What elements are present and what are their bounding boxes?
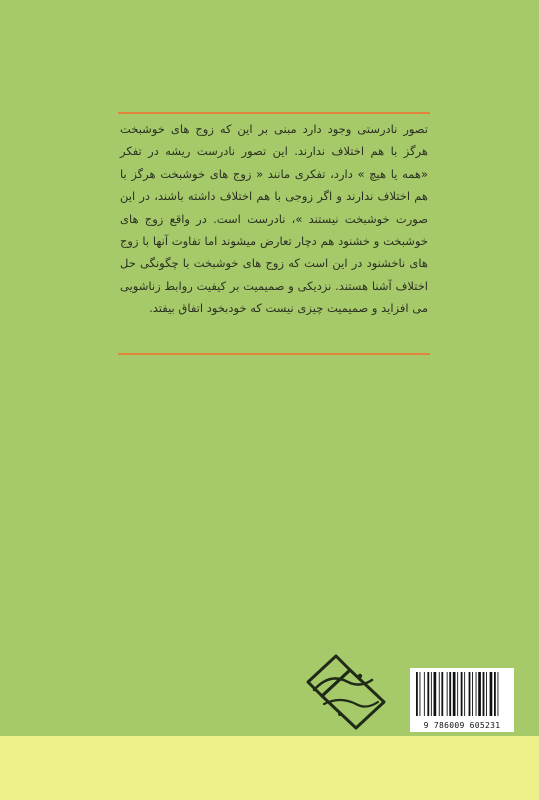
- barcode: [410, 668, 514, 732]
- publisher-logo-icon: [300, 652, 392, 734]
- bottom-divider: [118, 353, 430, 355]
- bottom-band: [0, 736, 539, 800]
- top-divider: [118, 112, 430, 114]
- publisher-logo: [300, 652, 392, 734]
- isbn-number: 9 786009 605231: [423, 721, 501, 730]
- back-cover-blurb: [120, 118, 428, 320]
- blurb-text: تصور نادرستی وجود دارد مبنی بر این که زوج های خوشبخت هرگز با هم اختلاف ندارند. این تصور نادرست ریشه در تفکر «همه یا هیچ » دارد، تفکری مانند « زوج های خوشبخت هرگز با هم اختلاف ندارند و اگر زوجی با هم اختلاف داشته باشند، در این صورت خوشبخت نیستند »، نادرست است. در واقع زوج های خوشبخت و خشنود هم دچار تعارض میشوند اما تفاوت آنها با زوج های ناخشنود در این است که زوج های خوشبخت با چگونگی حل اختلاف آشنا هستند. نزدیکی و صمیمیت بر کیفیت روابط زناشویی می افزاید و صمیمیت چیزی نیست که خودبخود اتفاق بیفتد.: [120, 122, 428, 316]
- barcode-bars: [414, 672, 510, 718]
